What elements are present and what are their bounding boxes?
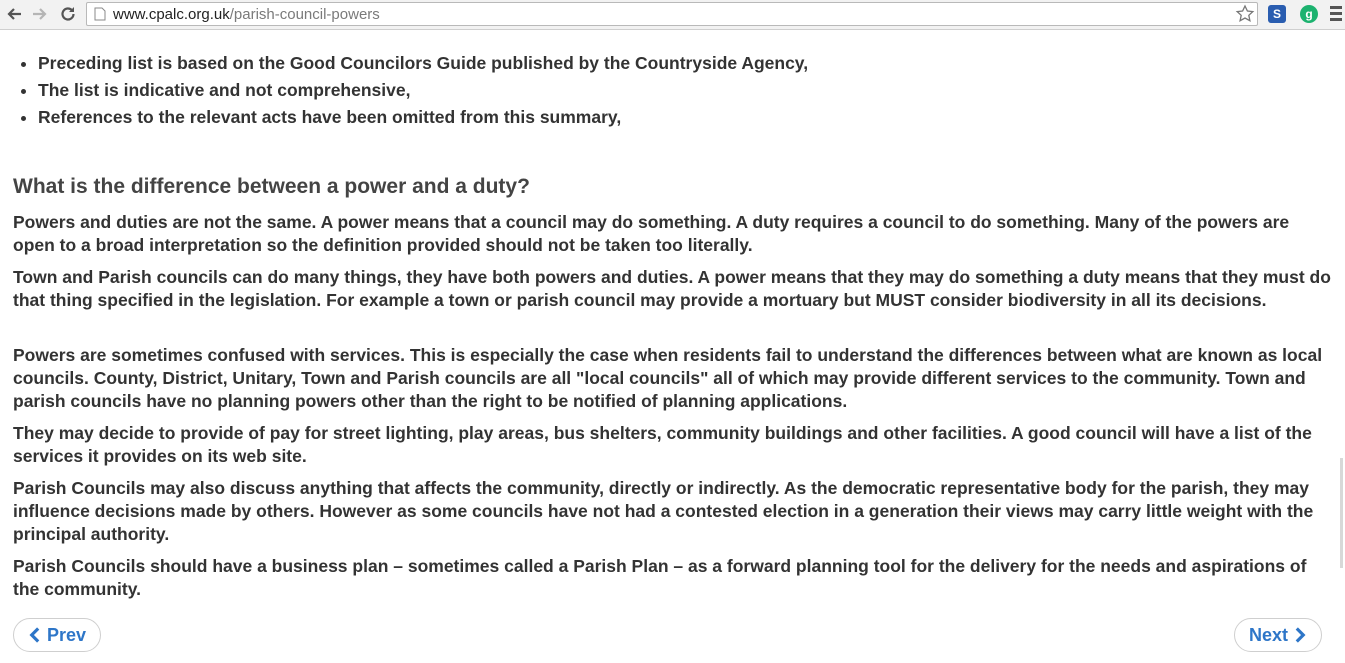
chevron-left-icon <box>28 626 41 644</box>
back-arrow-icon <box>5 5 23 23</box>
notes-list <box>0 50 808 131</box>
paragraph-discussion: Parish Councils may also discuss anything that affects the community, directly or indirectly. As the democratic representative body for the parish, they may influence decisions made by others. However as some councils have not had a contested election in a generation their views may carry little weight with the principal authority. <box>13 478 1314 544</box>
list-item: • Preceding list is based on the Good Councilors Guide published by the Countryside Agency, <box>38 50 808 77</box>
url-text[interactable] <box>113 6 380 23</box>
browser-toolbar <box>0 0 1345 30</box>
forward-arrow-icon <box>31 5 49 23</box>
chevron-right-icon <box>1294 626 1307 644</box>
paragraph-services: Powers are sometimes confused with services. This is especially the case when residents fail to understand the differences between what are known as local councils. County, District, Unitary, Town and Parish councils are all "local councils" all of which may provide different services to the community. Town and parish councils have no planning powers other than the right to be notified of planning applications. <box>13 345 1323 411</box>
url-domain: www.cpalc.org.uk <box>113 6 230 23</box>
bookmark-star-icon[interactable] <box>1235 4 1255 24</box>
paragraph-business-plan: Parish Councils should have a business plan – sometimes called a Parish Plan – as a forward planning tool for the delivery for the needs and aspirations of the community. <box>13 556 1307 599</box>
back-button[interactable] <box>2 2 26 26</box>
reload-icon <box>59 5 77 23</box>
url-path: /parish-council-powers <box>229 6 380 23</box>
page-content <box>0 30 1345 663</box>
prev-label: Prev <box>46 624 86 645</box>
next-button[interactable] <box>1234 618 1322 652</box>
paragraph-town-parish: Town and Parish councils can do many things, they have both powers and duties. A power means that they may do something a duty means that they must do that thing specified in the legislation. For example a town or parish council may provide a mortuary but MUST consider biodiversity in all its decisions. <box>13 267 1331 310</box>
scrollbar-thumb[interactable] <box>1340 458 1343 568</box>
section-heading: What is the difference between a power and a duty? <box>13 175 530 198</box>
forward-button[interactable] <box>28 2 52 26</box>
next-label: Next <box>1249 624 1289 645</box>
page-icon <box>94 7 106 21</box>
list-item: • References to the relevant acts have been omitted from this summary, <box>38 104 808 131</box>
grammarly-icon[interactable]: g <box>1300 5 1318 23</box>
address-bar[interactable] <box>86 2 1258 26</box>
browser-menu-icon[interactable] <box>1330 6 1344 24</box>
paragraph-facilities: They may decide to provide of pay for street lighting, play areas, bus shelters, community buildings and other facilities. A good council will have a list of the services it provides on its web site. <box>13 423 1312 466</box>
list-item: • The list is indicative and not comprehensive, <box>38 77 808 104</box>
reload-button[interactable] <box>56 2 80 26</box>
s-extension-icon[interactable]: S <box>1268 5 1286 23</box>
paragraph-powers-duties: Powers and duties are not the same. A power means that a council may do something. A duty requires a council to do something. Many of the powers are open to a broad interpretation so the definition provided should not be taken too literally. <box>13 212 1290 255</box>
prev-button[interactable] <box>13 618 101 652</box>
